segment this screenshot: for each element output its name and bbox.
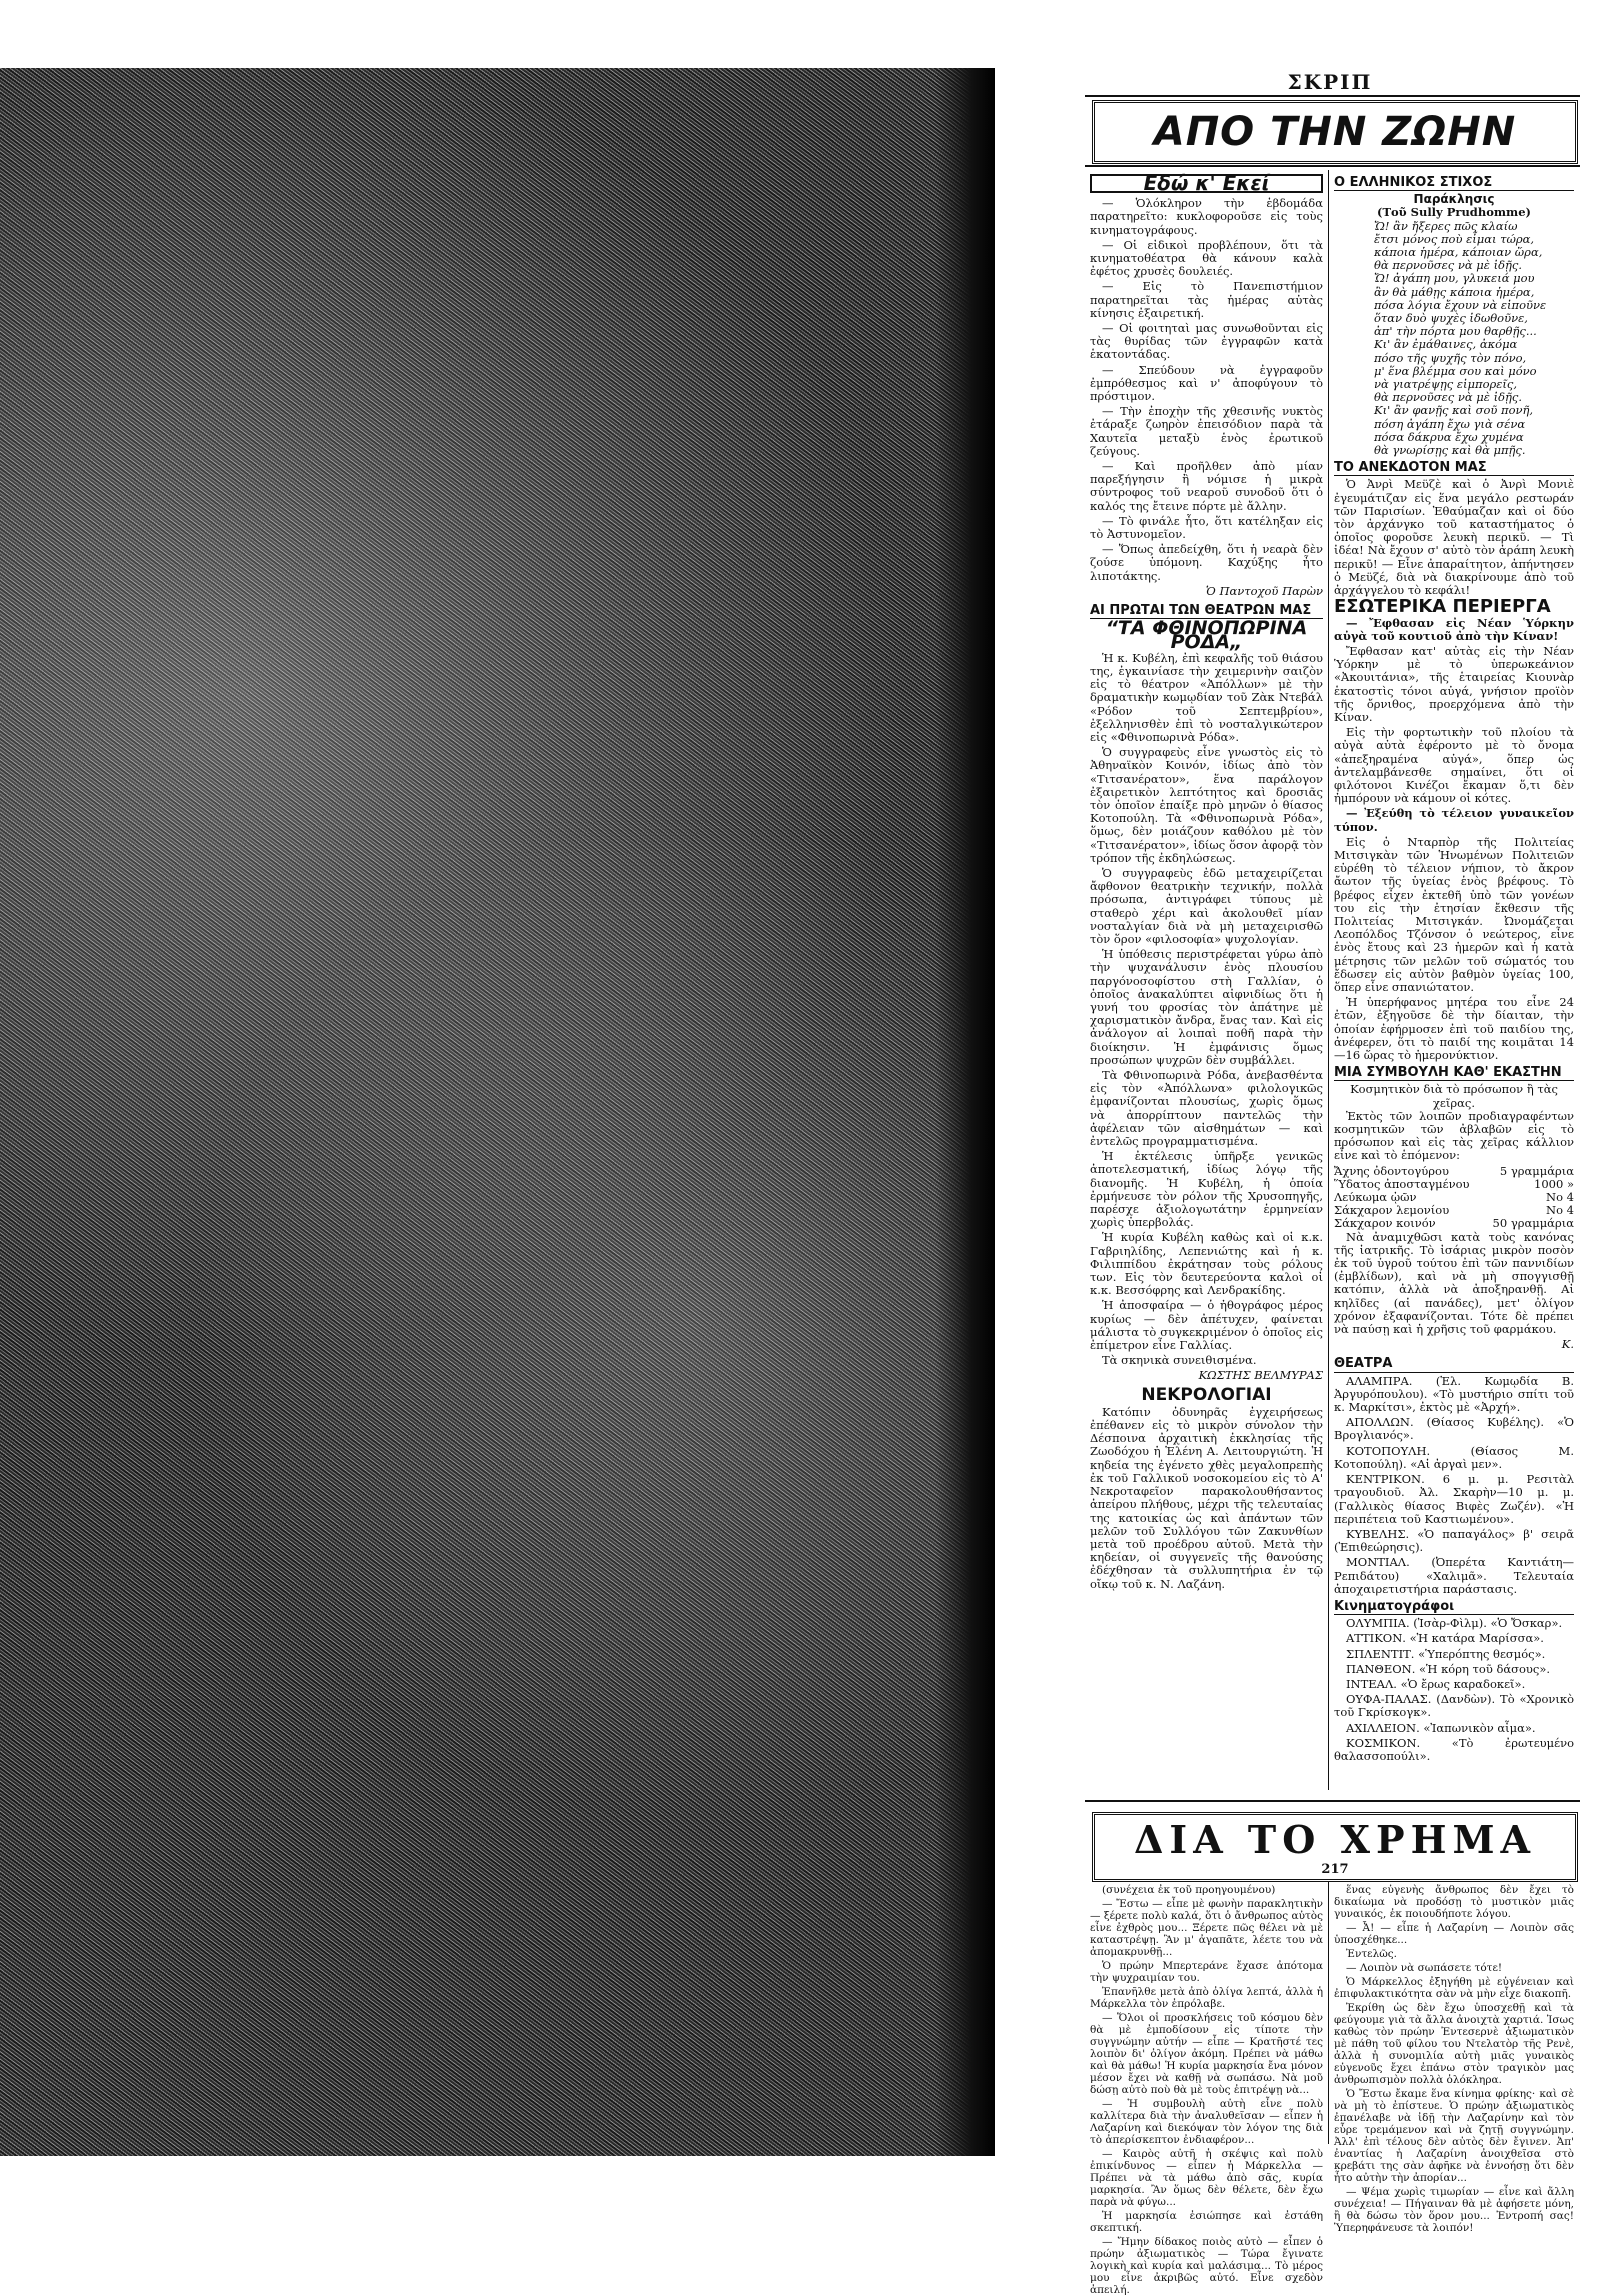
paragraph: — Σπεύδουν νὰ ἐγγραφοῦν ἐμπρόθεσμος καὶ ν' ἀποφύγουν τὸ πρόστιμον. xyxy=(1090,362,1323,404)
listing: ΟΛΥΜΠΙΑ. (Ἰσὰρ-Φὶλμ). «Ὁ Ὄσκαρ». xyxy=(1346,1616,1563,1631)
quantity: Νο 4 xyxy=(1546,1203,1574,1218)
poem-author: (Τοῦ Sully Prudhomme) xyxy=(1377,205,1531,220)
serial-column-left xyxy=(1090,1884,1323,2296)
paragraph: Ἐκρίθη ὡς δὲν ἔχω ὑποσχεθῇ καὶ τὰ φεύγουμε γιὰ τὰ ἄλλα ἀνοιχτὰ χαρτιά. Ἰσως καθὼς τὸν πρώην Ἐντεσερνὲ ἀξιωματικὸν μὲ πάθη τοῦ φίλου του Ντελατὸρ τῆς Ρενὲ, ἀλλὰ ἡ συνομιλία αὐτὴ μιᾶς γυναικὸς εὐγενοῦς ἔχει ἐπάνω στὸν τραγικὸν μας ἀνθρωπισμὸν πολλὰ ὁλόκληρα. xyxy=(1334,2002,1574,2086)
poem-line: μ' ἕνα βλέμμα σου καὶ μόνο xyxy=(1374,363,1537,378)
section-title-edo-kekei: Εδώ κ' Εκεί xyxy=(1090,174,1323,193)
paragraph: — Καιρὸς αὐτῆ ἡ σκέψις καὶ πολὺ ἐπικίνδυνος — εἶπεν ἡ Μάρκελλα — Πρέπει νὰ τὰ μάθω ἀπὸ σᾶς, κυρία μαρκησία. Ἂν ὅμως δὲν θέλετε, δὲν ἔχω παρὰ νὰ φύγω... xyxy=(1090,2148,1323,2208)
banner-rule xyxy=(1085,165,1580,167)
paragraph: Ὁ πρώην Μπερτεράνε ἔχασε ἀπότομα τὴν ψυχραιμίαν του. xyxy=(1090,1960,1323,1984)
listing: ΣΠΛΕΝΤΙΤ. «Ὑπερόπτης θεσμός». xyxy=(1346,1646,1546,1661)
foreign-section-title: ΕΣΩΤΕΡΙΚΑ ΠΕΡΙΕΡΓΑ xyxy=(1334,596,1551,618)
poem-section-title: Ο ΕΛΛΗΝΙΚΟΣ ΣΤΙΧΟΣ xyxy=(1334,176,1574,191)
poem-line: ἔτσι μόνος ποὺ εἶμαι τώρα, xyxy=(1374,231,1535,246)
paragraph: (συνέχεια ἐκ τοῦ προηγουμένου) xyxy=(1102,1884,1276,1896)
left-column xyxy=(1090,172,1323,1790)
paragraph: Τὰ Φθινοπωρινὰ Ρόδα, ἀνεβασθέντα εἰς τὸν «Ἀπόλλωνα» φιλολογικῶς ἐμφανίζονται πλουσίως, χωρὶς ὅμως νὰ ἀπορρίπτουν παντελῶς τὴν ἀφέλειαν τῶν αἰσθημάτων — καὶ ἐντελῶς προγραμματισμένα. xyxy=(1090,1068,1323,1149)
page-header: ΣΚΡΙΠ xyxy=(1287,70,1373,94)
paragraph: — Οἱ εἰδικοὶ προβλέπουν, ὅτι τὰ κινηματοθέατρα θὰ κάνουν καλὰ ἐφέτος χρυσὲς δουλειές. xyxy=(1090,237,1323,279)
poem-line: Κι' ἂν ἐμάθαινες, ἀκόμα xyxy=(1374,337,1518,352)
paragraph: Ἡ ἀποσφαίρα — ὁ ἠθογράφος μέρος κυρίως — δὲν ἀπέτυχεν, φαίνεται μάλιστα τὸ συγκεκριμένον ὁ ὁποῖος εἰς ἐπίμετρον εἶνε Γαλλίας. xyxy=(1090,1298,1323,1353)
paragraph: Ἡ ὑπερήφανος μητέρα του εἶνε 24 ἐτῶν, ἐξηγοῦσε δὲ τὴν δίαιταν, τὴν ὁποίαν ἐφήρμοσεν ἐπὶ τοῦ παιδίου της, ἀνέφερεν, ὅτι τὸ παιδί της κοιμᾶται 14—16 ὥρας τὸ ἡμερονύκτιον. xyxy=(1334,995,1574,1062)
advice-title: Κοσμητικὸν διὰ τὸ πρόσωπον ἢ τὰς χεῖρας. xyxy=(1350,1082,1558,1110)
paragraph: — Τὴν ἐποχὴν τῆς χθεσινῆς νυκτὸς ἐτάραξε ζωηρὸν ἐπεισόδιον παρὰ τὰ Χαυτεῖα μεταξὺ ἑνὸς ἐρωτικοῦ ζεύγους. xyxy=(1090,404,1323,458)
poem-line: θὰ περνοῦσες νὰ μὲ ἰδῇς. xyxy=(1374,390,1522,405)
column-divider xyxy=(1328,170,1329,1790)
right-column xyxy=(1334,172,1574,1790)
recipe-row xyxy=(1334,1165,1574,1178)
listing: ΑΤΤΙΚΟΝ. «Ἡ κατάρα Μαρίσσα». xyxy=(1346,1631,1544,1646)
paragraph: Ἡ κ. Κυβέλη, ἐπὶ κεφαλῆς τοῦ θιάσου της, ἐγκαινίασε τὴν χειμερινὴν σαιζὸν εἰς τὸ θέατρον «Ἀπόλλων» μὲ τὴν δραματικὴν κωμῳδίαν τοῦ Ζὰκ Ντεβάλ «Ρόδον τοῦ Σεπτεμβρίου», ἐξελληνισθὲν ἐπὶ τὸ νοσταλγικώτερον εἰς «Φθινοπωρινὰ Ρόδα». xyxy=(1090,650,1323,744)
paragraph: — Ἡ συμβουλὴ αὐτὴ εἶνε πολὺ καλλίτερα διὰ τὴν ἀναλυθεῖσαν — εἶπεν ἡ Λαζαρίνη καὶ διεκόψαν τὸν λόγον της διὰ τὸ ἀπερίσκεπτον ἐνδιαφέρον... xyxy=(1090,2098,1323,2146)
poem-line: ἂν θὰ μάθῃς κάποια ἡμέρα, xyxy=(1374,284,1535,299)
ingredient: Ὕδατος ἀποσταγμένου xyxy=(1334,1176,1470,1191)
serial-top-rule xyxy=(1085,1800,1580,1802)
paragraph: Ὁ Ἔστω ἔκαμε ἕνα κίνημα φρίκης· καὶ σὲ νὰ μὴ τὸ ἐπίστευε. Ὁ πρώην ἀξιωματικὸς ἐπανέλαβε νὰ ἰδῇ τὴν Λαζαρίνην καὶ τὸν εὗρε τρεμάμενον καὶ νὰ ζητῇ συγγνώμην. Ἀλλ' ἐπὶ τέλους δὲν αὐτὸς δὲν ἔγινεν. Ἀπ' ἐναντίας ἡ Λαζαρίνη ἀνοιχθεῖσα στὸ κρεβάτι της σὰν ἀφῆκε νὰ ἐννοήσῃ ὅτι δὲν ἦτο αὐτὴν τὴν ἀπορίαν... xyxy=(1334,2088,1574,2184)
listing: ΚΟΣΜΙΚΟΝ. «Τὸ ἐρωτευμένο θαλασσοπούλι». xyxy=(1334,1735,1574,1763)
signature: ΚΩΣΤΗΣ ΒΕΛΜΥΡΑΣ xyxy=(1198,1368,1323,1383)
advice-outro: Νὰ ἀναμιχθῶσι κατὰ τοὺς κανόνας τῆς ἰατρικῆς. Τὸ ἰσάριας μικρὸν ποσὸν ἐκ τοῦ ὑγροῦ τούτου ἐπὶ τῶν παννιδίων (ἐμβλίδων), καὶ νὰ μὴ σπογγισθῇ κατόπιν, ἀλλὰ νὰ ἀποξηρανθῇ. Αἱ κηλῖδες (αἱ πανάδες), μετ' ὀλίγον χρόνον ἐξαφανίζονται. Τότε δὲ πρέπει νὰ παύσῃ καὶ ἡ χρῆσις τοῦ φαρμάκου. xyxy=(1334,1229,1574,1337)
signature: Ὁ Παντοχοῦ Παρὼν xyxy=(1205,583,1323,598)
quantity: 5 γραμμάρια xyxy=(1499,1163,1574,1178)
quantity: 1000 » xyxy=(1534,1176,1574,1191)
scanned-blank-page xyxy=(0,68,995,2156)
poem-line: πόση ἀγάπη ἔχω γιὰ σένα xyxy=(1374,416,1526,431)
paragraph: — Ἐξεύθη τὸ τέλειον γυναικεῖον τύπον. xyxy=(1334,806,1574,834)
paragraph: Τὰ σκηνικὰ συνειθισμένα. xyxy=(1102,1353,1257,1368)
paragraph: Ἐπανῆλθε μετὰ ἀπὸ ὀλίγα λεπτά, ἀλλὰ ἡ Μάρκελλα τὸν ἐπρόλαβε. xyxy=(1090,1986,1323,2010)
listing: ΚΕΝΤΡΙΚΟΝ. 6 μ. μ. Ρεσιτὰλ τραγουδιοῦ. Ἀλ. Σκαρὴν—10 μ. μ. (Γαλλικὸς θίασος Βιφὲς Ζωζέν). «Ἡ περιπέτεια τοῦ Καστιωμένου». xyxy=(1334,1472,1574,1526)
paragraph: — Τὸ φινάλε ἦτο, ὅτι κατέληξαν εἰς τὸ Ἀστυνομεῖον. xyxy=(1090,513,1323,542)
paragraph: — Ἔστω — εἶπε μὲ φωνὴν παρακλητικὴν — ξέρετε πολὺ καλά, ὅτι ὁ ἄνθρωπος αὐτὸς εἶνε ἐχθρὸς μου... Ξέρετε πῶς θέλει νὰ μὲ καταστρέψῃ. Ἂν μ' ἀγαπᾶτε, λέετε του νὰ ἀπομακρυνθῇ... xyxy=(1090,1898,1323,1958)
recipe-row xyxy=(1334,1217,1574,1230)
serial-column-divider xyxy=(1328,1882,1329,2144)
paragraph: — Ὅπως ἀπεδείχθη, ὅτι ἡ νεαρὰ δὲν ζούσε ὑπόμονη. Καχύξης ἦτο λιποτάκτης. xyxy=(1090,542,1323,583)
paragraph: — Ἆ! — εἶπε ἡ Λαζαρίνη — Λοιπὸν σᾶς ὑποσχέθηκε... xyxy=(1334,1922,1574,1946)
poem-line: πόσο τῆς ψυχῆς τὸν πόνο, xyxy=(1374,350,1527,365)
paragraph: — Ὅλοι οἱ προσκλήσεις τοῦ κόσμου δὲν θὰ μὲ ἐμποδίσουν εἰς τίποτε τὴν συγγνώμην αὐτήν — εἶπε — Κρατῆστέ τες λοιπὸν δι' ὀλίγον ἀκόμη. Πρέπει νὰ μάθω καὶ θὰ μάθω! Ἡ κυρία μαρκησία ἔνα μόνον μέσον ἔχει νὰ καθῇ νὰ σωπάσω. Νὰ μοῦ δώσῃ αὐτὸ ποὺ θὰ μὲ τοὺς ἐπιτρέψῃ νὰ... xyxy=(1090,2012,1323,2096)
listing: ΚΥΒΕΛΗΣ. «Ὁ παπαγάλος» β' σειρᾶ (Ἐπιθεώρησις). xyxy=(1334,1526,1574,1555)
page-fold-shadow xyxy=(935,68,995,2156)
anecdote-section-title: ΤΟ ΑΝΕΚΔΟΤΟΝ ΜΑΣ xyxy=(1334,461,1574,476)
paragraph: — Ἔφθασαν εἰς Νέαν Ὑόρκην αὐγὰ τοῦ κουτιοῦ ἀπὸ τὴν Κίναν! xyxy=(1334,615,1574,643)
listing: ΑΠΟΛΛΩΝ. (Θίασος Κυβέλης). «Ὁ Βρογλιανός». xyxy=(1334,1415,1574,1443)
paragraph: — Καὶ προῆλθεν ἀπὸ μίαν παρεξήγησιν ἢ νόμισε ἡ μικρὰ σύντροφος τοῦ νεαροῦ συνοδοῦ ὅτι ὁ καλός της ἔτεινε πόρτε μὲ ἄλλην. xyxy=(1090,459,1323,513)
listing: ΠΑΝΘΕΟΝ. «Ἡ κόρη τοῦ δάσους». xyxy=(1346,1661,1551,1676)
theatres-title: ΘΕΑΤΡΑ xyxy=(1334,1357,1574,1372)
serial-column-right xyxy=(1334,1884,1574,2234)
ingredient: Σάκχαρον κοινόν xyxy=(1334,1216,1436,1231)
poem-line: Ὤ! ἀγάπη μου, γλυκειά μου xyxy=(1374,271,1535,286)
paragraph: — Οἱ φοιτηταὶ μας συνωθοῦνται εἰς τὰς θυρίδας τῶν ἐγγραφῶν κατὰ ἑκατοντάδας. xyxy=(1090,321,1323,362)
poem-title: Παράκλησις xyxy=(1413,192,1495,207)
advice-section-title: ΜΙΑ ΣΥΜΒΟΥΛΗ ΚΑΘ' ΕΚΑΣΤΗΝ xyxy=(1334,1066,1574,1081)
listing: ΑΧΙΛΛΕΙΟΝ. «Ἰαπωνικὸν αἷμα». xyxy=(1346,1720,1536,1735)
ingredient: Λεύκωμα ᾠῶν xyxy=(1334,1190,1417,1205)
poem-line: θὰ γνωρίσῃς καὶ θὰ μπῇς. xyxy=(1374,443,1526,458)
listing: ΟΥΦΑ-ΠΑΛΑΣ. (Δανδὼν). Τὸ «Χρονικὸ τοῦ Γκρίσκογκ». xyxy=(1334,1692,1574,1720)
poem-line: ὅταν δυὸ ψυχὲς ἰδωθοῦνε, xyxy=(1374,311,1528,326)
advice-intro: Ἐκτὸς τῶν λοιπῶν προδιαγραφέντων κοσμητικῶν τῶν ἀβλαβῶν εἰς τὸ πρόσωπον καὶ εἰς τὰς χεῖρας κάλλιον εἶνε καὶ τὸ ἑπόμενον: xyxy=(1334,1108,1574,1163)
quantity: Νο 4 xyxy=(1546,1190,1574,1205)
signature: Κ. xyxy=(1561,1337,1574,1352)
poem-line: Ὤ! ἂν ἤξερες πῶς κλαίω xyxy=(1374,218,1518,233)
paragraph: — Εἰς τὸ Πανεπιστήμιον παρατηρεῖται τὰς ἡμέρας αὐτὰς κίνησις ἐξαιρετική. xyxy=(1090,279,1323,320)
paragraph: Ὁ συγγραφεὺς εἶνε γνωστὸς εἰς τὸ Ἀθηναϊκὸν Κοινόν, ἰδίως ἀπὸ τὸν «Τιτσανέρατον», ἕνα παράλογον ἐξαιρετικὸν λεπτότητος καὶ δροσιᾶς τὸν ὁποῖον ἐπαίξε πρὸ μηνῶν ὁ θίασος Κοτοπούλη. Τὰ «Φθινοπωρινὰ Ρόδα», ὅμως, δὲν μοιάζουν καθόλου μὲ τὸν «Τιτσανέρατον», ἰδίως ὅσον ἀφορᾷ τὸν τρόπον τῆς ἐκδηλώσεως. xyxy=(1090,745,1323,865)
paragraph: Ὁ συγγραφεὺς ἐδῶ μεταχειρίζεται ἄφθονον θεατρικὴν τεχνικήν, πολλὰ πρόσωπα, ἀντιγράφει τύπους μὲ σταθερὸ χέρι καὶ ἀκολουθεῖ μίαν νοσταλγίαν διὰ νὰ μὴ μεταχειρισθῶ τὸν ὅρον «φιλοσοφία» ψυχολογίαν. xyxy=(1090,865,1323,946)
listing: ΜΟΝΤΙΑΛ. (Ὀπερέτα Καντιάτη—Ρεπιδάτου) «Χαλιμᾶ». Τελευταία ἀποχαιρετιστήρια παράστασις. xyxy=(1334,1555,1574,1596)
quantity: 50 γραμμάρια xyxy=(1492,1216,1574,1231)
ingredient: Ἄχνης ὀδοντογύρου xyxy=(1334,1163,1449,1178)
serial-banner xyxy=(1092,1812,1578,1882)
paragraph: Ἔφθασαν κατ' αὐτὰς εἰς τὴν Νέαν Ὑόρκην μὲ τὸ ὑπερωκεάνιον «Ἀκουιτάνια», τῆς ἑταιρείας Κιουνὰρ ἑκατοστὶς τόνοι αὐγά, γνήσιον προϊὸν τῆς ὄρνιθος, προερχόμενα ἀπὸ τὴν Κίναν. xyxy=(1334,643,1574,724)
paragraph: Εἰς τὴν φορτωτικὴν τοῦ πλοίου τὰ αὐγὰ αὐτὰ ἐφέροντο μὲ τὸ ὄνομα «ἀπεξηραμένα αὐγά», ὅπερ ὡς ἀντελαμβάνεσθε σημαίνει, ὅτι οἱ φιλότονοι Κινέζοι ἔκαμαν ὅ,τι δὲν ἠμπόρουν νὰ κάμουν οἱ κότες. xyxy=(1334,725,1574,806)
paragraph: Ἡ κυρία Κυβέλη καθὼς καὶ οἱ κ.κ. Γαβριηλίδης, Λεπενιώτης καὶ ἡ κ. Φιλιππίδου ἐκράτησαν τοὺς ρόλους των. Εἰς τὸν δευτερεύοντα καλοὶ οἱ κ.κ. Βεσσόφρης καὶ Λενδρακίδης. xyxy=(1090,1230,1323,1298)
paragraph: Ἡ μαρκησία ἐσιώπησε καὶ ἐστάθη σκεπτική. xyxy=(1090,2210,1323,2234)
paragraph: Ἡ ὑπόθεσις περιστρέφεται γύρω ἀπὸ τὴν ψυχανάλυσιν ἑνὸς πλουσίου παργόνοσοφίστου στὴ Γαλλίαν, ὁ ὁποῖος ἀνακαλύπτει αἰφνιδίως ὅτι ἡ γυνή του φροσίας τὸν ἀπάτηνε μὲ χαρισματικὸν ἄνδρα, ἔνας ταν. Καὶ εἰς ἀνάλογον αἱ λοιπαὶ ποθῆ παρὰ τὴν διοίκησιν. Ἡ ἐμφάνισις ὅμως προσώπων ψυχρῶν δὲν συμβάλλει. xyxy=(1090,947,1323,1067)
paragraph: Ἐντελῶς. xyxy=(1346,1948,1398,1960)
paragraph: ἕνας εὐγενὴς ἄνθρωπος δὲν ἔχει τὸ δικαίωμα νὰ προδόσῃ τὸ μυστικὸν μιᾶς γυναικός, ἐκ ποιουδήποτε λόγου. xyxy=(1334,1884,1574,1920)
poem-line: κάποια ἡμέρα, κάποιαν ὥρα, xyxy=(1374,245,1543,260)
paragraph: Ὁ Μάρκελλος ἐξηγήθη μὲ εὐγένειαν καὶ ἐπιφυλακτικότητα σὰν νὰ μὴν εἶχε διακοπῆ. xyxy=(1334,1976,1574,2000)
paragraph: — Ὁλόκληρον τὴν ἑβδομάδα παρατηρεῖτο: κυκλοφοροῦσε εἰς τοὺς κινηματογράφους. xyxy=(1090,196,1323,237)
serial-number: 217 xyxy=(1321,1862,1349,1877)
obituaries-text: Κατόπιν ὀδυνηρᾶς ἐγχειρήσεως ἐπέθανεν εἰς τὸ μικρὸν σύνολον τὴν Δέσποινα ἀρχαιτικὴ ἐκκλησίας τῆς Ζωοδόχου ἡ Ἑλένη Α. Λειτουργιώτη. Ἡ κηδεία της ἐγένετο χθὲς μεγαλοπρεπὴς ἐκ τοῦ Γαλλικοῦ νοσοκομείου εἰς τὸ Α' Νεκροταφεῖον παρακολουθήσαντος ἀπείρου πλήθους, μέχρι τῆς τελευταίας της κατοικίας ὡς καὶ ἀπάντων τῶν μελῶν τοῦ Συλλόγου τῶν Ζακυνθίων μετὰ τοῦ προέδρου αὐτοῦ. Μετὰ τὴν κηδείαν, οἱ συγγενεῖς τῆς θανούσης ἐδέχθησαν τὰ συλλυπητήρια ἐν τῷ οἴκῳ τοῦ κ. Ν. Λαζάνη. xyxy=(1090,1404,1323,1591)
poem-line: νὰ γιατρέψῃς εἰμπορεῖς, xyxy=(1374,377,1518,392)
paragraph: Ἡ ἐκτέλεσις ὑπῆρξε γενικῶς ἀποτελεσματική, ἰδίως λόγῳ τῆς διανομῆς. Ἡ Κυβέλη, ἡ ὁποία ἐρμήνευσε τὸν ρόλον τῆς Χρυσοπηγῆς, παρέσχε ἀξιολογωτάτην ἑρμηνείαν χωρὶς ὑπερβολάς. xyxy=(1090,1149,1323,1230)
listing: ΙΝΤΕΑΛ. «Ὁ ἔρως καραδοκεῖ». xyxy=(1346,1676,1526,1691)
listing: ΚΟΤΟΠΟΥΛΗ. (Θίασος Μ. Κοτοπούλη). «Αἱ ἀργαὶ μεν». xyxy=(1334,1443,1574,1471)
paragraph: Εἰς ὁ Νταρπὸρ τῆς Πολιτείας Μιτσιγκὰν τῶν Ἡνωμένων Πολιτειῶν εὑρέθη τὸ τέλειον νήπιον, τὸ ἄκρον ἄωτον τῆς ὑγείας ἑνὸς βρέφους. Τὸ βρέφος εἶχεν ἐκτεθῆ ὑπὸ τῶν γονέων του εἰς τὴν ἐτησίαν ἔκθεσιν τῆς Πολιτείας Μιτσιγκάν. Ὠνομάζεται Λεοπόλδος Τζόνσον ὁ νεώτερος, εἶνε ἑνὸς ἔτους καὶ 23 ἡμερῶν καὶ ἡ κατὰ μέτρησις τῶν μελῶν τοῦ σώματός του ἔδωσεν εἰς αὐτὸν βαθμὸν ὑγείας 100, ὅπερ εἶνε σπανιώτατον. xyxy=(1334,834,1574,994)
serial-title: ΔΙΑ ΤΟ ΧΡΗΜΑ xyxy=(1133,1817,1537,1862)
obituaries-title: ΝΕΚΡΟΛΟΓΙΑΙ xyxy=(1141,1384,1272,1405)
section-banner xyxy=(1092,100,1578,164)
banner-title: ΑΠΟ ΤΗΝ ΖΩΗΝ xyxy=(1153,109,1517,155)
anecdote-text: Ὁ Ἀνρὶ Μεϋζὲ καὶ ὁ Ἀνρὶ Μονιὲ ἐγευμάτιζαν εἰς ἕνα μεγάλο ρεστωράν τῶν Παρισίων. Ἐθαύμαζαν καὶ οἱ δύο τὸν ἀρχάνγκο τοῦ καταστήματος ὁ ὁποῖος φοροῦσε λευκὴ περικῦ. — Τὶ ἰδέα! Νὰ ἔχουν σ' αὐτὸ τὸν ἀράπη λευκὴ περικῦ! — Εἶνε ἀπαραίτητον, ἀπήντησεν ὁ Μεϋζέ, διὰ νὰ διακρίνουμε ἀπὸ τοῦ ἀρχάγγελου τὸ κεφάλι! xyxy=(1334,477,1574,598)
play-title: “ΤΑ ΦΘΙΝΟΠΩΡΙΝΑ ΡΟΔΑ„ xyxy=(1105,617,1308,653)
ingredient: Σάκχαρον λεμονίου xyxy=(1334,1203,1450,1218)
header-rule xyxy=(1085,95,1580,97)
poem-line: πόσα δάκρυα ἔχω χυμένα xyxy=(1374,429,1524,444)
poem-line: πόσα λόγια ἔχουν νὰ εἰποῦνε xyxy=(1374,297,1547,312)
theatre-section-title: ΑΙ ΠΡΩΤΑΙ ΤΩΝ ΘΕΑΤΡΩΝ ΜΑΣ xyxy=(1090,604,1323,619)
poem-line: ἀπ' τὴν πόρτα μου θαρθῇς... xyxy=(1374,324,1537,339)
poem-line: Κι' ἂν φανῇς καὶ σοῦ πονῆ, xyxy=(1374,403,1534,418)
cinemas-title: Κινηματογράφοι xyxy=(1334,1600,1574,1615)
poem-line: θὰ περνοῦσες νὰ μὲ ἰδῇς. xyxy=(1374,258,1522,273)
paragraph: — Ψέμα χωρὶς τιμωρίαν — εἶνε καὶ ἄλλη συνέχεια! — Πήγαιναν θὰ μὲ ἀφήσετε μόνη, ἢ θὰ δώσω τὸν ὅρον μου... Ἐντροπή σας! Ὑπερηφάνευσε τὰ λοιπόν! xyxy=(1334,2186,1574,2234)
paragraph: — Λοιπὸν νὰ σωπάσετε τότε! xyxy=(1346,1962,1503,1974)
paragraph: — Ἤμην δίδακος ποιὸς αὐτὸ — εἶπεν ὁ πρώην ἀξιωματικὸς — Τώρα ἔγινατε λογικὴ καὶ κυρία καὶ μαλάσιμα... Τὸ μέρος μου εἶνε ἀκριβῶς αὐτό. Εἶνε σχεδὸν ἀπειλή. xyxy=(1090,2236,1323,2296)
listing: ΑΛΑΜΠΡΑ. (Ἑλ. Κωμῳδία Β. Ἀργυρόπουλου). «Τὸ μυστήριο σπίτι τοῦ κ. Μαρκίτσι», ἐκτὸς μὲ «Ἀρχή». xyxy=(1334,1373,1574,1415)
